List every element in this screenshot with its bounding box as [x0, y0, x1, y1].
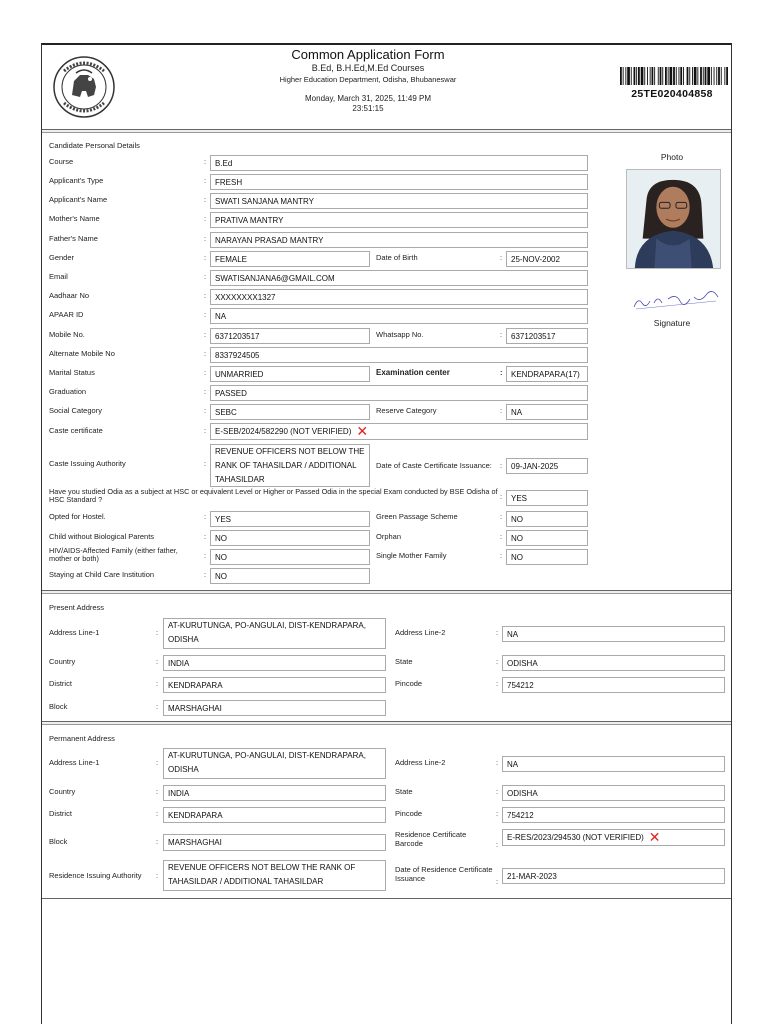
graduation-label: Graduation — [49, 387, 87, 396]
barcode-image — [620, 67, 728, 85]
print-time: 23:51:15 — [352, 103, 384, 113]
application-form-page: Common Application Form B.Ed, B.H.Ed,M.Ed Courses Higher Education Department, Odisha, Bhubaneswar Monday, March 31, 2025, 11:49 PM 23:51:15 25TE020404858 Candidate Personal Details Photo Signature Course : B.Ed Applicant's Type : FRESH Applicant's Name : SWATI SANJANA MANTRY Mother's Name : PRATIVA MANTRY Father's Name : NARAYAN PRASAD MANTRY Gender : FEMALE Date of Birth : 25-NOV-2002 Email : SWATISANJANA6@GMAIL.COM Aadhaar No : XXXXXXXX1327 APAAR ID : NA Mobile No. : 6371203517 Whatsapp No. : 6371203517 Alternate Mobile No : 8337924505 Marital Status : UNMARRIED Examination center : KENDRAPARA(17) Graduation : PASSED Social Category : SEBC Reserve Category : NA Caste certificate : E-SEB/2024/582290 (NOT VERIFIED) ✕ Caste Issuing Authority : REVENUE OFFICERS NOT BELOW THE RANK OF TAHASILDAR / ADDITIONAL TAHASILDAR Date of Caste Certificate Issuance: : 09-JAN-2025 Have you studied Odia as a subject at HSC or equivalent Level or Higher or Passed Odia in the special Exam conducted by BSE Odisha of HSC Standard ? : YES Opted for Hostel. : YES Green Passage Scheme : NO Child without Biological Parents : NO Orphan : NO HIV/AIDS-Affected Family (either father, mother or both) : NO Single Mother Family : NO Staying at Child Care Institution : NO Present Address Address Line-1 : AT-KURUTUNGA, PO-ANGULAI, DIST-KENDRAPARA, ODISHA Address Line-2 : NA Country : INDIA State : ODISHA District : KENDRAPARA Pincode : 754212 Block : MARSHAGHAI Permanent Address Address Line-1 : AT-KURUTUNGA, PO-ANGULAI, DIST-KENDRAPARA, ODISHA Address Line-2 : NA Country : INDIA State : ODISHA District : KENDRAPARA Pincode : 754212 Block : MARSHAGHAI Residence Certificate Barcode : E-RES/2023/294530 (NOT VERIFIED) ✕ Residence Issuing Authority : REVENUE OFFICERS NOT BELOW THE RANK OF TAHASILDAR / ADDITIONAL TAHASILDAR Date of Residence Certificate Issuance : 21-MAR-2023 — [41, 43, 732, 1024]
email-field: SWATISANJANA6@GMAIL.COM — [210, 270, 588, 286]
applicant-signature — [628, 289, 720, 313]
residence-date-label: Date of Residence Certificate Issuance — [395, 865, 493, 883]
present-line2-field: NA — [502, 626, 725, 642]
barcode-bar — [679, 67, 680, 85]
aadhaar-field: XXXXXXXX1327 — [210, 289, 588, 305]
caste-authority-label: Caste Issuing Authority — [49, 459, 126, 468]
permanent-district-label: District — [49, 809, 72, 818]
whatsapp-field: 6371203517 — [506, 328, 588, 344]
present-line1-label: Address Line-1 — [49, 628, 100, 637]
residence-cert-value: E-RES/2023/294530 (NOT VERIFIED) — [507, 833, 644, 842]
barcode-bar — [638, 67, 640, 85]
present-country-label: Country — [49, 657, 76, 666]
email-label: Email — [49, 272, 68, 281]
applicant-name-label: Applicant's Name — [49, 195, 108, 204]
permanent-pincode-label: Pincode — [395, 809, 423, 818]
present-district-label: District — [49, 679, 72, 688]
permanent-pincode-field: 754212 — [502, 807, 725, 823]
present-state-field: ODISHA — [502, 655, 725, 671]
personal-details-title: Candidate Personal Details — [49, 141, 140, 150]
present-block-field: MARSHAGHAI — [163, 700, 386, 716]
odia-question-label: Have you studied Odia as a subject at HSC or equivalent Level or Higher or Passed Odia in the special Exam conducted by BSE Odisha of HSC Standard ? — [49, 487, 498, 505]
reserve-category-field: NA — [506, 404, 588, 420]
barcode-bar — [724, 67, 725, 85]
barcode-bar — [694, 67, 697, 85]
caste-date-label: Date of Caste Certificate Issuance: — [376, 461, 492, 470]
alt-mobile-field: 8337924505 — [210, 347, 588, 363]
barcode-bar — [634, 67, 636, 85]
reserve-category-label: Reserve Category — [376, 406, 437, 415]
odisha-emblem-logo — [50, 51, 118, 123]
barcode-bar — [660, 67, 662, 85]
hiv-field: NO — [210, 549, 370, 565]
child-parents-field: NO — [210, 530, 370, 546]
form-title: Common Application Form — [291, 47, 445, 62]
barcode-bar — [641, 67, 644, 85]
present-country-field: INDIA — [163, 655, 386, 671]
photo-label: Photo — [660, 152, 684, 162]
section-divider — [42, 129, 731, 133]
green-passage-label: Green Passage Scheme — [376, 512, 458, 521]
caste-cert-field — [210, 423, 588, 440]
barcode-bar — [705, 67, 707, 85]
present-pincode-field: 754212 — [502, 677, 725, 693]
barcode-bar — [714, 67, 715, 85]
permanent-district-field: KENDRAPARA — [163, 807, 386, 823]
single-mother-field: NO — [506, 549, 588, 565]
barcode-bar — [673, 67, 675, 85]
barcode-bar — [703, 67, 704, 85]
marital-field: UNMARRIED — [210, 366, 370, 382]
green-passage-field: NO — [506, 511, 588, 527]
present-pincode-label: Pincode — [395, 679, 423, 688]
permanent-state-field: ODISHA — [502, 785, 725, 801]
barcode-bar — [707, 67, 710, 85]
residence-cert-field — [502, 829, 725, 846]
residence-date-field: 21-MAR-2023 — [502, 868, 725, 884]
application-number: 25TE020404858 — [631, 88, 713, 100]
barcode-bar — [627, 67, 630, 85]
barcode-bar — [716, 67, 717, 85]
orphan-label: Orphan — [376, 532, 402, 541]
exam-center-field: KENDRAPARA(17) — [506, 366, 588, 382]
social-category-label: Social Category — [49, 406, 102, 415]
barcode-bar — [680, 67, 682, 85]
dob-field: 25-NOV-2002 — [506, 251, 588, 267]
section-divider — [42, 898, 731, 900]
barcode-bar — [650, 67, 651, 85]
aadhaar-label: Aadhaar No — [49, 291, 90, 300]
not-verified-cross-icon: ✕ — [356, 423, 369, 439]
barcode-bar — [625, 67, 626, 85]
present-district-field: KENDRAPARA — [163, 677, 386, 693]
form-subtitle: B.Ed, B.H.Ed,M.Ed Courses — [311, 63, 425, 74]
barcode-bar — [687, 67, 689, 85]
form-header — [42, 45, 731, 129]
barcode-bar — [726, 67, 728, 85]
barcode-bar — [668, 67, 669, 85]
barcode-bar — [700, 67, 702, 85]
child-care-label: Staying at Child Care Institution — [49, 570, 155, 579]
father-name-label: Father's Name — [49, 234, 98, 243]
present-line2-label: Address Line-2 — [395, 628, 446, 637]
barcode-bar — [665, 67, 667, 85]
gender-label: Gender — [49, 253, 75, 262]
child-care-field: NO — [210, 568, 370, 584]
orphan-field: NO — [506, 530, 588, 546]
mother-name-field: PRATIVA MANTRY — [210, 212, 588, 228]
permanent-line1-field: AT-KURUTUNGA, PO-ANGULAI, DIST-KENDRAPARA, ODISHA — [163, 748, 386, 779]
course-field: B.Ed — [210, 155, 588, 171]
present-block-label: Block — [49, 702, 68, 711]
permanent-country-field: INDIA — [163, 785, 386, 801]
applicant-type-label: Applicant's Type — [49, 176, 104, 185]
social-category-field: SEBC — [210, 404, 370, 420]
barcode-bar — [697, 67, 698, 85]
barcode-bar — [644, 67, 645, 85]
barcode-bar — [658, 67, 659, 85]
residence-authority-label: Residence Issuing Authority — [49, 871, 142, 880]
barcode-bar — [721, 67, 722, 85]
hiv-label: HIV/AIDS-Affected Family (either father, mother or both) — [49, 546, 178, 564]
permanent-line1-label: Address Line-1 — [49, 758, 100, 767]
barcode-bar — [689, 67, 690, 85]
signature-label: Signature — [653, 318, 691, 328]
hostel-field: YES — [210, 511, 370, 527]
barcode-bar — [718, 67, 720, 85]
barcode-bar — [662, 67, 663, 85]
graduation-field: PASSED — [210, 385, 588, 401]
barcode-bar — [676, 67, 677, 85]
permanent-block-field: MARSHAGHAI — [163, 834, 386, 851]
permanent-address-title: Permanent Address — [49, 734, 115, 743]
mobile-label: Mobile No. — [49, 330, 85, 339]
single-mother-label: Single Mother Family — [376, 551, 447, 560]
residence-cert-label: Residence Certificate Barcode — [395, 830, 467, 848]
apaar-field: NA — [210, 308, 588, 324]
barcode-bar — [652, 67, 654, 85]
whatsapp-label: Whatsapp No. — [376, 330, 424, 339]
present-line1-field: AT-KURUTUNGA, PO-ANGULAI, DIST-KENDRAPARA, ODISHA — [163, 618, 386, 649]
caste-authority-field: REVENUE OFFICERS NOT BELOW THE RANK OF TAHASILDAR / ADDITIONAL TAHASILDAR — [210, 444, 370, 487]
father-name-field: NARAYAN PRASAD MANTRY — [210, 232, 588, 248]
barcode-bar — [631, 67, 632, 85]
alt-mobile-label: Alternate Mobile No — [49, 349, 115, 358]
mobile-field: 6371203517 — [210, 328, 370, 344]
marital-label: Marital Status — [49, 368, 95, 377]
section-divider — [42, 590, 731, 594]
barcode-bar — [636, 67, 637, 85]
permanent-country-label: Country — [49, 787, 76, 796]
barcode-bar — [670, 67, 673, 85]
child-parents-label: Child without Biological Parents — [49, 532, 155, 541]
gender-field: FEMALE — [210, 251, 370, 267]
permanent-state-label: State — [395, 787, 413, 796]
present-address-title: Present Address — [49, 603, 105, 612]
barcode-bar — [620, 67, 622, 85]
permanent-block-label: Block — [49, 837, 68, 846]
barcode-bar — [647, 67, 648, 85]
barcode-bar — [654, 67, 655, 85]
course-label: Course — [49, 157, 74, 166]
applicant-name-field: SWATI SANJANA MANTRY — [210, 193, 588, 209]
apaar-label: APAAR ID — [49, 310, 84, 319]
present-state-label: State — [395, 657, 413, 666]
barcode-bar — [711, 67, 712, 85]
mother-name-label: Mother's Name — [49, 214, 100, 223]
residence-authority-field: REVENUE OFFICERS NOT BELOW THE RANK OF TAHASILDAR / ADDITIONAL TAHASILDAR — [163, 860, 386, 891]
not-verified-cross-icon: ✕ — [648, 829, 661, 845]
department-name: Higher Education Department, Odisha, Bhubaneswar — [279, 74, 457, 84]
section-divider — [42, 721, 731, 725]
caste-cert-value: E-SEB/2024/582290 (NOT VERIFIED) — [215, 427, 352, 436]
applicant-photo — [626, 169, 721, 269]
caste-cert-label: Caste certificate — [49, 426, 103, 435]
barcode-bar — [683, 67, 684, 85]
barcode-bar — [692, 67, 693, 85]
dob-label: Date of Birth — [376, 253, 418, 262]
barcode-bar — [623, 67, 624, 85]
print-date: Monday, March 31, 2025, 11:49 PM — [305, 93, 431, 103]
odia-field: YES — [506, 490, 588, 506]
exam-center-label: Examination center — [376, 368, 450, 377]
permanent-line2-field: NA — [502, 756, 725, 772]
caste-date-field: 09-JAN-2025 — [506, 458, 588, 474]
applicant-type-field: FRESH — [210, 174, 588, 190]
hostel-label: Opted for Hostel. — [49, 512, 106, 521]
permanent-line2-label: Address Line-2 — [395, 758, 446, 767]
form-title-block — [238, 47, 498, 114]
